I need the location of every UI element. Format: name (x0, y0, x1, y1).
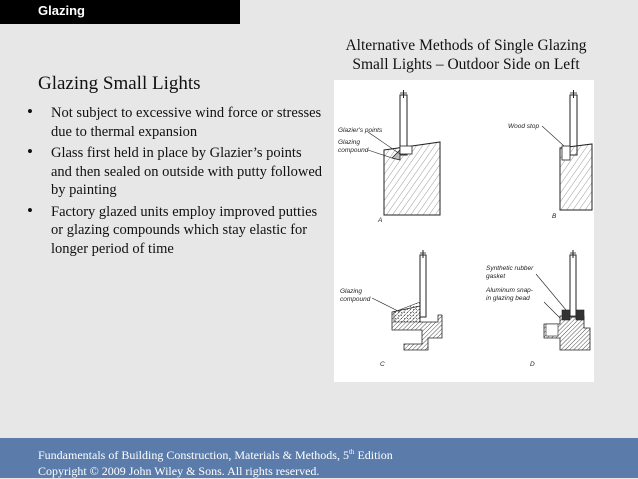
label-gasket: gasket (486, 273, 506, 280)
panel-a-wood-sash (384, 90, 440, 215)
label-glazing-compound-c: Glazing (340, 288, 363, 295)
bullet-item: • Factory glazed units employ improved putties or glazing compounds which stay elastic for longer period of time (24, 203, 324, 259)
label-in-glazing-bead: in glazing bead (486, 295, 530, 302)
figure-caption-line-1: Alternative Methods of Single Glazing (345, 37, 587, 54)
footer-citation-edition: Edition (354, 448, 393, 462)
bullet-item: • Not subject to excessive wind force or stresses due to thermal expansion (24, 104, 324, 141)
label-glazing-compound-a: Glazing (338, 139, 361, 146)
panel-d-aluminum-sash (544, 250, 590, 350)
slide-heading: Glazing Small Lights (38, 73, 201, 94)
label-aluminum-snap: Aluminum snap- (486, 287, 533, 294)
footer-citation (38, 448, 393, 463)
figure-caption-line-2: Small Lights – Outdoor Side on Left (352, 56, 580, 73)
panel-c-steel-sash (392, 250, 442, 350)
figure-caption (326, 36, 606, 74)
footer-citation-text: Fundamentals of Building Construction, Materials & Methods, 5 (38, 448, 349, 462)
bullet-item: • Glass first held in place by Glazier’s points and then sealed on outside with putty followed by painting (24, 144, 324, 200)
bullet-list (24, 104, 324, 261)
label-glaziers-points: Glazier's points (338, 127, 383, 134)
glazing-diagram-svg (334, 80, 594, 382)
label-synthetic-rubber: Synthetic rubber (486, 265, 534, 272)
label-glazing-compound-a-2: compound (338, 147, 369, 154)
panel-label-c: C (380, 361, 385, 368)
panel-label-d: D (530, 361, 535, 368)
label-wood-stop: Wood stop (508, 123, 540, 130)
footer-copyright: Copyright © 2009 John Wiley & Sons. All rights reserved. (38, 464, 320, 478)
panel-label-a: A (378, 217, 383, 224)
glazing-diagram (334, 80, 594, 382)
label-glazing-compound-c-2: compound (340, 296, 371, 303)
panel-b-wood-stop (560, 90, 592, 210)
header-bar (0, 0, 240, 24)
panel-label-b: B (552, 213, 557, 220)
footer-citation-sup: th (348, 448, 355, 456)
footer-bar (0, 438, 638, 478)
header-title: Glazing (38, 3, 85, 18)
